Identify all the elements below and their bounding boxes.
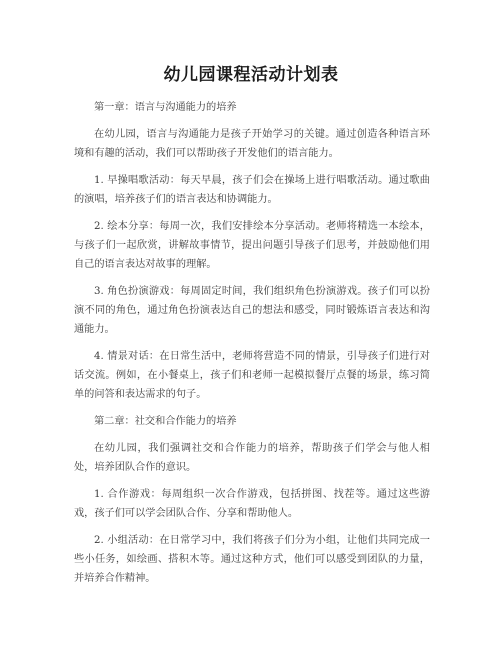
- chapter-1-intro: 在幼儿园，语言与沟通能力是孩子开始学习的关键。通过创造各种语言环境和有趣的活动，我们可以帮助孩子开发他们的语言能力。: [74, 129, 430, 159]
- chapter-2-intro: 在幼儿园，我们强调社交和合作能力的培养，帮助孩子们学会与他人相处，培养团队合作的意识。: [74, 443, 430, 473]
- chapter-2-heading: 第二章：社交和合作能力的培养: [94, 416, 237, 427]
- chapter-1-heading: 第一章：语言与沟通能力的培养: [94, 102, 237, 113]
- chapter-2-item-2: 2. 小组活动：在日常学习中，我们将孩子们分为小组，让他们共同完成一些小任务，如绘画、搭积木等。通过这种方式，他们可以感受到团队的力量，并培养合作精神。: [74, 535, 430, 584]
- chapter-1-item-2: 2. 绘本分享：每周一次，我们安排绘本分享活动。老师将精选一本绘本，与孩子们一起欣赏，讲解故事情节，提出问题引导孩子们思考，并鼓励他们用自己的语言表达对故事的理解。: [74, 221, 430, 270]
- chapter-2-item-1: 1. 合作游戏：每周组织一次合作游戏，包括拼图、找茬等。通过这些游戏，孩子们可以学会团队合作、分享和帮助他人。: [74, 489, 430, 519]
- document-title: 幼儿园课程活动计划表: [163, 65, 339, 85]
- chapter-1-item-4: 4. 情景对话：在日常生活中，老师将营造不同的情景，引导孩子们进行对话交流。例如，在小餐桌上，孩子们和老师一起模拟餐厅点餐的场景，练习简单的问答和表达需求的句子。: [74, 351, 430, 400]
- chapter-1-item-3: 3. 角色扮演游戏：每周固定时间，我们组织角色扮演游戏。孩子们可以扮演不同的角色，通过角色扮演表达自己的想法和感受，同时锻炼语言表达和沟通能力。: [74, 286, 430, 335]
- document-body: [74, 98, 430, 596]
- chapter-1-item-1: 1. 早操唱歌活动：每天早晨，孩子们会在操场上进行唱歌活动。通过歌曲的演唱，培养孩子们的语言表达和协调能力。: [74, 175, 430, 205]
